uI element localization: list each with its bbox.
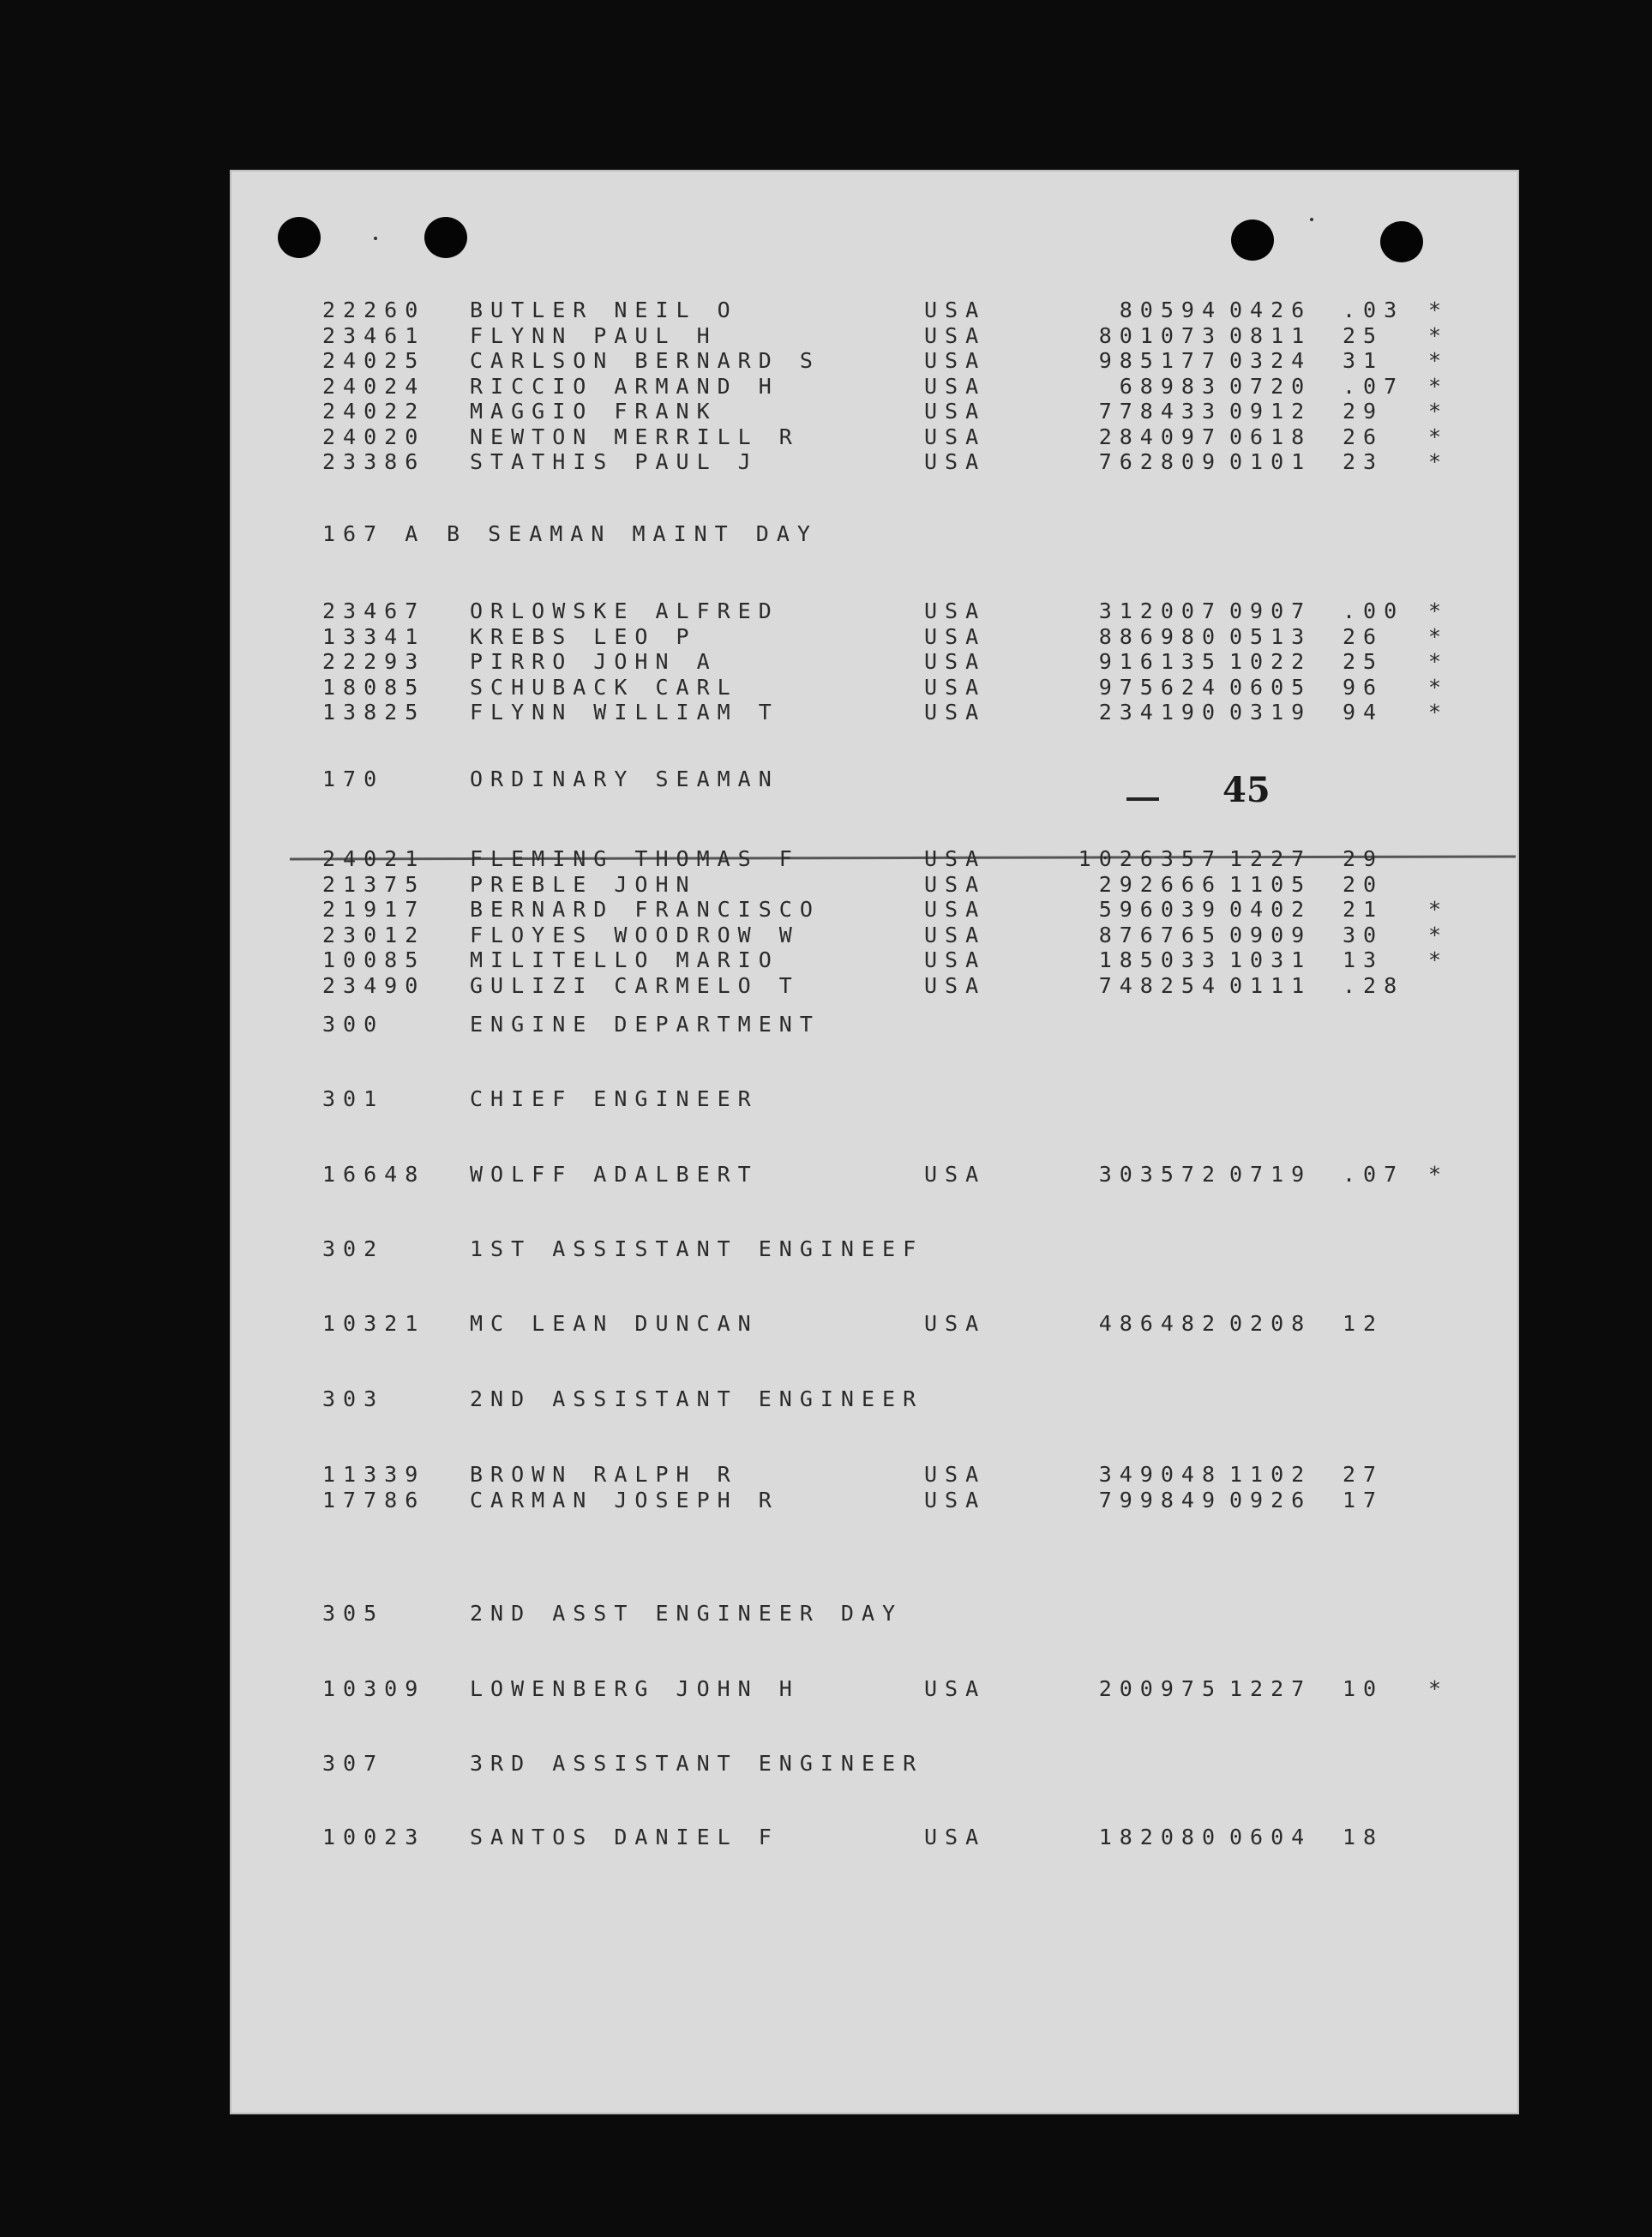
crew-code: 12	[1343, 1311, 1385, 1336]
crew-name: BROWN RALPH R	[470, 1462, 738, 1487]
crew-nationality: USA	[924, 1676, 987, 1701]
section-header	[322, 522, 1523, 546]
crew-row	[322, 1463, 1523, 1487]
crew-nationality: USA	[924, 399, 987, 424]
crew-name: BERNARD FRANCISCO	[470, 897, 820, 922]
crew-name: RICCIO ARMAND H	[470, 373, 779, 399]
section-title: 3RD ASSISTANT ENGINEER	[470, 1751, 924, 1776]
crew-id: 10023	[322, 1825, 426, 1849]
crew-code: 29	[1343, 846, 1385, 871]
crew-name: KREBS LEO P	[470, 623, 697, 649]
crew-date: 0513	[1229, 623, 1313, 649]
crew-nationality: USA	[924, 1162, 987, 1187]
crew-number: 985177	[1098, 348, 1222, 373]
crew-mark: *	[1428, 700, 1450, 725]
crew-number: 185033	[1098, 947, 1222, 972]
section-title: ENGINE DEPARTMENT	[470, 1012, 820, 1037]
crew-name: GULIZI CARMELO T	[470, 972, 800, 998]
section-header	[322, 1387, 1523, 1411]
crew-number: 1026357	[1078, 846, 1222, 871]
crew-nationality: USA	[924, 922, 987, 947]
crew-number: 799849	[1098, 1487, 1222, 1512]
crew-nationality: USA	[924, 298, 987, 322]
crew-row	[322, 1312, 1523, 1336]
crew-date: 0208	[1229, 1311, 1313, 1336]
crew-date: 1102	[1229, 1462, 1313, 1487]
crew-nationality: USA	[924, 897, 987, 922]
crew-date: 0907	[1229, 598, 1313, 623]
crew-id: 23461	[322, 322, 426, 348]
crew-code: 30	[1343, 922, 1385, 947]
section-title: B SEAMAN MAINT DAY	[447, 521, 818, 546]
section-code: 303	[322, 1386, 385, 1411]
crew-date: 1105	[1229, 871, 1313, 897]
crew-number: 303572	[1098, 1162, 1222, 1187]
crew-code: 25	[1343, 322, 1385, 348]
crew-mark: *	[1428, 674, 1450, 700]
section-header	[322, 1087, 1523, 1111]
crew-number: 975624	[1098, 674, 1222, 700]
crew-id: 10321	[322, 1311, 426, 1336]
crew-code: 94	[1343, 700, 1385, 725]
crew-row	[322, 400, 1523, 424]
crew-code: 23	[1343, 449, 1385, 474]
crew-mark: *	[1428, 298, 1450, 322]
section-title: ORDINARY SEAMAN	[470, 767, 779, 791]
crew-code: 21	[1343, 897, 1385, 922]
crew-id: 11339	[322, 1462, 426, 1487]
crew-date: 0909	[1229, 922, 1313, 947]
crew-nationality: USA	[924, 424, 987, 449]
crew-row	[322, 375, 1523, 399]
crew-date: 0618	[1229, 424, 1313, 449]
crew-id: 23467	[322, 598, 426, 623]
crew-mark: *	[1428, 1676, 1450, 1701]
crew-row	[322, 974, 1523, 998]
section-header	[322, 1752, 1523, 1776]
crew-mark: *	[1428, 623, 1450, 649]
crew-code: 26	[1343, 424, 1385, 449]
crew-id: 24022	[322, 399, 426, 424]
crew-date: 0111	[1229, 972, 1313, 998]
crew-id: 24025	[322, 348, 426, 373]
crew-id: 22260	[322, 298, 426, 322]
section-header	[322, 1602, 1523, 1626]
crew-mark: *	[1428, 449, 1450, 474]
crew-name: ORLOWSKE ALFRED	[470, 598, 779, 623]
crew-mark: *	[1428, 1162, 1450, 1187]
crew-date: 0912	[1229, 399, 1313, 424]
crew-name: FLOYES WOODROW W	[470, 922, 800, 947]
crew-row	[322, 349, 1523, 373]
crew-id: 18085	[322, 674, 426, 700]
crew-number: 876765	[1098, 922, 1222, 947]
crew-number: 292666	[1098, 871, 1222, 897]
crew-date: 1227	[1229, 846, 1313, 871]
crew-number: 182080	[1098, 1825, 1222, 1849]
crew-mark: *	[1428, 424, 1450, 449]
crew-nationality: USA	[924, 649, 987, 674]
section-header	[322, 1237, 1523, 1261]
crew-date: 0324	[1229, 348, 1313, 373]
crew-id: 21375	[322, 871, 426, 897]
crew-row	[322, 701, 1523, 725]
section-code: 167 A	[322, 521, 426, 546]
crew-code: 25	[1343, 649, 1385, 674]
crew-name: MC LEAN DUNCAN	[470, 1311, 759, 1336]
section-code: 307	[322, 1751, 385, 1776]
crew-id: 10309	[322, 1676, 426, 1701]
crew-name: PREBLE JOHN	[470, 871, 697, 897]
crew-mark: *	[1428, 399, 1450, 424]
crew-date: 0605	[1229, 674, 1313, 700]
crew-row	[322, 847, 1523, 871]
crew-id: 24020	[322, 424, 426, 449]
crew-nationality: USA	[924, 373, 987, 399]
crew-code: 31	[1343, 348, 1385, 373]
section-title: 2ND ASST ENGINEER DAY	[470, 1601, 904, 1626]
crew-name: MAGGIO FRANK	[470, 399, 718, 424]
crew-id: 13341	[322, 623, 426, 649]
crew-code: 20	[1343, 871, 1385, 897]
crew-row	[322, 625, 1523, 649]
crew-number: 312007	[1098, 598, 1222, 623]
crew-date: 0719	[1229, 1162, 1313, 1187]
crew-row	[322, 1825, 1523, 1849]
crew-id: 24024	[322, 373, 426, 399]
crew-number: 886980	[1098, 623, 1222, 649]
crew-date: 1022	[1229, 649, 1313, 674]
crew-name: PIRRO JOHN A	[470, 649, 718, 674]
section-title: CHIEF ENGINEER	[470, 1086, 759, 1111]
crew-row	[322, 298, 1523, 322]
crew-number: 80594	[1119, 298, 1222, 322]
crew-id: 21917	[322, 897, 426, 922]
crew-code: .03	[1343, 298, 1405, 322]
crew-number: 762809	[1098, 449, 1222, 474]
crew-code: 13	[1343, 947, 1385, 972]
crew-code: 96	[1343, 674, 1385, 700]
crew-code: 18	[1343, 1825, 1385, 1849]
crew-date: 0604	[1229, 1825, 1313, 1849]
crew-nationality: USA	[924, 1825, 987, 1849]
section-title: 1ST ASSISTANT ENGINEEF	[470, 1236, 924, 1261]
crew-nationality: USA	[924, 700, 987, 725]
section-code: 305	[322, 1601, 385, 1626]
crew-number: 200975	[1098, 1676, 1222, 1701]
crew-number: 486482	[1098, 1311, 1222, 1336]
crew-row	[322, 1677, 1523, 1701]
crew-row	[322, 873, 1523, 897]
crew-code: .00	[1343, 598, 1405, 623]
crew-mark: *	[1428, 922, 1450, 947]
crew-date: 0319	[1229, 700, 1313, 725]
crew-nationality: USA	[924, 871, 987, 897]
document-page	[230, 170, 1519, 2114]
crew-name: BUTLER NEIL O	[470, 298, 738, 322]
crew-number: 748254	[1098, 972, 1222, 998]
crew-name: SCHUBACK CARL	[470, 674, 738, 700]
crew-code: 27	[1343, 1462, 1385, 1487]
crew-code: 17	[1343, 1487, 1385, 1512]
crew-code: .07	[1343, 1162, 1405, 1187]
crew-name: NEWTON MERRILL R	[470, 424, 800, 449]
crew-name: FLYNN WILLIAM T	[470, 700, 779, 725]
crew-mark: *	[1428, 348, 1450, 373]
crew-row	[322, 898, 1523, 922]
crew-date: 0426	[1229, 298, 1313, 322]
crew-row	[322, 599, 1523, 623]
crew-date: 0101	[1229, 449, 1313, 474]
crew-id: 24021	[322, 846, 426, 871]
crew-nationality: USA	[924, 598, 987, 623]
crew-date: 0811	[1229, 322, 1313, 348]
crew-date: 1227	[1229, 1676, 1313, 1701]
section-code: 300	[322, 1012, 385, 1037]
crew-mark: *	[1428, 598, 1450, 623]
crew-date: 0926	[1229, 1487, 1313, 1512]
crew-nationality: USA	[924, 1487, 987, 1512]
crew-code: .28	[1343, 972, 1405, 998]
crew-row	[322, 425, 1523, 449]
crew-number: 596039	[1098, 897, 1222, 922]
section-header	[322, 767, 1523, 791]
crew-nationality: USA	[924, 674, 987, 700]
crew-number: 801073	[1098, 322, 1222, 348]
crew-code: 10	[1343, 1676, 1385, 1701]
section-header	[322, 1013, 1523, 1037]
crew-id: 10085	[322, 947, 426, 972]
crew-name: FLYNN PAUL H	[470, 322, 718, 348]
crew-row	[322, 1488, 1523, 1512]
crew-name: LOWENBERG JOHN H	[470, 1676, 800, 1701]
crew-list	[230, 170, 1519, 2114]
crew-id: 22293	[322, 649, 426, 674]
crew-number: 284097	[1098, 424, 1222, 449]
crew-id: 23386	[322, 449, 426, 474]
crew-number: 234190	[1098, 700, 1222, 725]
crew-nationality: USA	[924, 846, 987, 871]
crew-name: SANTOS DANIEL F	[470, 1825, 779, 1849]
crew-mark: *	[1428, 947, 1450, 972]
crew-mark: *	[1428, 649, 1450, 674]
crew-date: 0402	[1229, 897, 1313, 922]
crew-date: 0720	[1229, 373, 1313, 399]
crew-row	[322, 324, 1523, 348]
crew-row	[322, 1163, 1523, 1187]
crew-number: 916135	[1098, 649, 1222, 674]
section-code: 301	[322, 1086, 385, 1111]
crew-nationality: USA	[924, 1462, 987, 1487]
crew-row	[322, 923, 1523, 947]
crew-number: 349048	[1098, 1462, 1222, 1487]
crew-code: 26	[1343, 623, 1385, 649]
crew-date: 1031	[1229, 947, 1313, 972]
crew-nationality: USA	[924, 322, 987, 348]
crew-code: 29	[1343, 399, 1385, 424]
section-title: 2ND ASSISTANT ENGINEER	[470, 1386, 924, 1411]
page-number-stamp: 45	[1222, 770, 1271, 810]
crew-nationality: USA	[924, 1311, 987, 1336]
crew-nationality: USA	[924, 623, 987, 649]
crew-name: STATHIS PAUL J	[470, 449, 759, 474]
crew-id: 17786	[322, 1487, 426, 1512]
crew-id: 23012	[322, 922, 426, 947]
crew-id: 13825	[322, 700, 426, 725]
crew-name: CARMAN JOSEPH R	[470, 1487, 779, 1512]
crew-nationality: USA	[924, 972, 987, 998]
crew-name: WOLFF ADALBERT	[470, 1162, 759, 1187]
crew-name: FLEMING THOMAS F	[470, 846, 800, 871]
crew-mark: *	[1428, 322, 1450, 348]
crew-nationality: USA	[924, 449, 987, 474]
crew-number: 778433	[1098, 399, 1222, 424]
crew-row	[322, 948, 1523, 972]
section-code: 302	[322, 1236, 385, 1261]
crew-mark: *	[1428, 373, 1450, 399]
crew-name: CARLSON BERNARD S	[470, 348, 820, 373]
section-code: 170	[322, 767, 385, 791]
crew-code: .07	[1343, 373, 1405, 399]
crew-id: 23490	[322, 972, 426, 998]
crew-mark: *	[1428, 897, 1450, 922]
crew-number: 68983	[1119, 373, 1222, 399]
crew-nationality: USA	[924, 947, 987, 972]
crew-row	[322, 450, 1523, 474]
crew-id: 16648	[322, 1162, 426, 1187]
crew-row	[322, 676, 1523, 700]
crew-row	[322, 650, 1523, 674]
crew-name: MILITELLO MARIO	[470, 947, 779, 972]
crew-nationality: USA	[924, 348, 987, 373]
